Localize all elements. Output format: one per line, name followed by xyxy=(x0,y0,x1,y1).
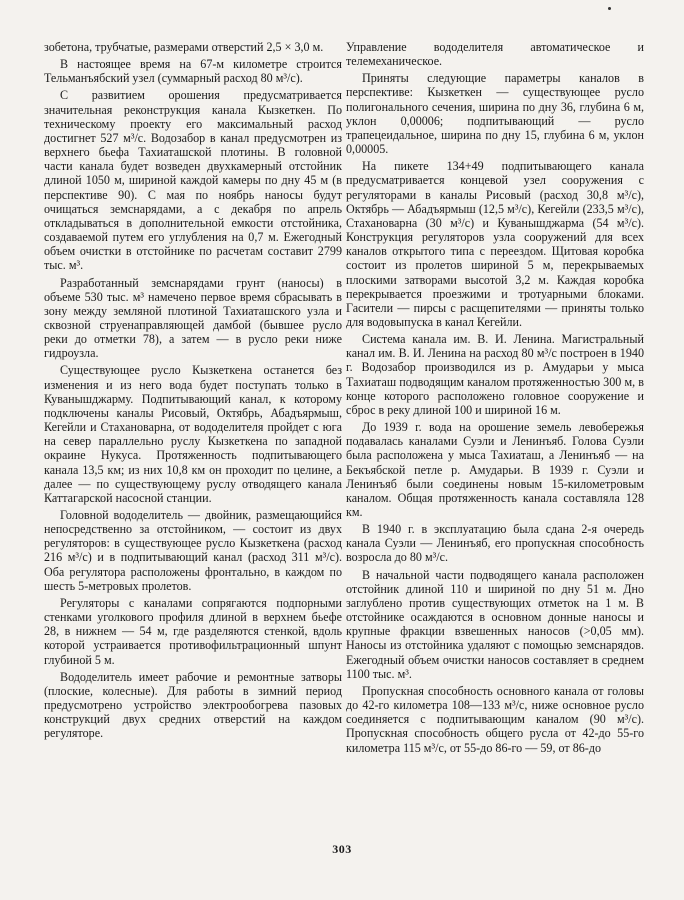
paragraph: В настоящее время на 67-м километре строится Тельманъябский узел (суммарный расход 80 м³/с). xyxy=(44,57,342,86)
page-number: 303 xyxy=(332,842,352,856)
left-column xyxy=(44,40,342,741)
paragraph: Регуляторы с каналами сопрягаются подпорными стенками уголкового профиля длиной в верхнем бьефе 28, в нижнем — 54 м, где разделяются стенкой, вдоль которой устраивается противофильтрационный шпунт глубиной 5 м. xyxy=(44,595,342,667)
paragraph: Головной вододелитель — двойник, размещающийся непосредственно за отстойником, — состоит из двух регуляторов: в существующее русло Кызкеткена (расход 216 м³/с) и в подпитывающий канал (расход 311 м³/с). Оба регулятора расположены фронтально, в каждом по шесть 5-метровых пролетов. xyxy=(44,508,342,593)
paragraph: Разработанный земснарядами грунт (наносы) в объеме 530 тыс. м³ намечено первое время сбрасывать в зону между земляной плотиной Тахиаташского узла и сквозной струенаправляющей дамбой (бывшее русло реки до отметки 78), а затем — в русло реки ниже гидроузла. xyxy=(44,275,342,361)
right-column xyxy=(346,40,644,755)
paragraph: Система канала им. В. И. Ленина. Магистральный канал им. В. И. Ленина на расход 80 м³/с построен в 1940 г. Водозабор производился из р. Амударьи у мыса Тахиаташ подводящим каналом протяженностью 300 м, в конце которого расположено головное сооружение и сброс в реку длиной 100 и шириной 16 м. xyxy=(346,332,644,417)
paragraph: Вододелитель имеет рабочие и ремонтные затворы (плоские, колесные). Для работы в зимний период предусмотрено устройство электрообогрева пазовых конструкций двух средних отверстий на каждом регуляторе. xyxy=(44,669,342,741)
paragraph: Пропускная способность основного канала от головы до 42-го километра 108—133 м³/с, ниже основное русло соединяется с подпитывающим каналом (90 м³/с). Пропускная способность общего русла от 42-до 55-го километра 115 м³/с, от 55-до 86-го — 59, от 86-до xyxy=(346,683,644,755)
paragraph: На пикете 134+49 подпитывающего канала предусматривается концевой узел сооружения с регуляторами в каналы Рисовый (расход 30,8 м³/с), Октябрь — Абадъярмыш (12,5 м³/с), Кегейли (233,5 м³/с), Стахановарна (30 м³/с) и Куванышджарма (54 м³/с). Конструкция регуляторов узла сооружений для всех каналов открытого типа с переездом. Щитовая коробка состоит из пролетов шириной 5 м, перекрываемых плоскими затворами высотой 3,2 м. Каждая коробка перекрывается проезжими и тротуарными блоками. Гасители — пирсы с расщепителями — приняты только для водовыпуска в канал Кегейли. xyxy=(346,159,644,329)
paragraph: До 1939 г. вода на орошение земель левобережья подавалась каналами Суэли и Ленинъяб. Голова Суэли была расположена у мыса Тахиаташ, а Ленинъяб — на Бекъябской петле р. Амударьи. В 1939 г. Суэли и Ленинъяб были соединены новым 15-километровым каналом. Общая протяженность канала составляла 128 км. xyxy=(346,420,644,519)
paragraph: С развитием орошения предусматривается значительная реконструкция канала Кызкеткен. По техническому проекту его максимальный расход достигнет 527 м³/с. Водозабор в канал предусмотрен из верхнего бьефа Тахиаташской плотины. В головной части канала будет возведен двухкамерный отстойник длиной 1050 м, шириной каждой камеры по дну 45 м (в перспективе 90). С мая по ноябрь наносы будут очищаться земснарядами, а с декабря по апрель откладываться в дополнительной емкости отстойника, создаваемой путем его углубления на 0,7 м. Ежегодный объем очистки в отстойнике по расчетам составит 2799 тыс. м³. xyxy=(44,88,342,273)
paragraph: Управление вододелителя автоматическое и телемеханическое. xyxy=(346,40,644,69)
paragraph: В 1940 г. в эксплуатацию была сдана 2-я очередь канала Суэли — Ленинъяб, его пропускная способность возросла до 80 м³/с. xyxy=(346,522,644,565)
print-speck xyxy=(608,7,611,10)
paragraph: Приняты следующие параметры каналов в перспективе: Кызкеткен — существующее русло полигонального сечения, ширина по дну 36, глубина 6 м, уклон 0,00006; подпитывающий — русло трапецеидальное, ширина по дну 15, глубина 6 м, уклон 0,00005. xyxy=(346,71,644,157)
paragraph: В начальной части подводящего канала расположен отстойник длиной 110 и шириной по дну 51 м. Дно заглублено против существующих отметок на 1 м. В отстойнике осаждаются в основном донные наносы и крупные фракции взвешенных наносов (>0,05 мм). Наносы из отстойника удаляют с помощью земснарядов. Ежегодный объем очистки наносов составляет в среднем 1100 тыс. м³. xyxy=(346,567,644,681)
paragraph: зобетона, трубчатые, размерами отверстий 2,5 × 3,0 м. xyxy=(44,40,324,54)
paragraph: Существующее русло Кызкеткена останется без изменения и из него вода будет поступать только в Куванышджарму. Подпитывающий канал, к которому подключены каналы Рисовый, Октябрь, Абадъярмыш, Кегейли и Стахановарна, от вододелителя пройдет с юга на север параллельно руслу Кызкеткена по западной окраине Нукуса. Протяженность подпитывающего канала 13,5 км; из них 10,8 км он проходит по целине, а далее — по существующему руслу отводящего канала Каттагарской насосной станции. xyxy=(44,363,342,505)
